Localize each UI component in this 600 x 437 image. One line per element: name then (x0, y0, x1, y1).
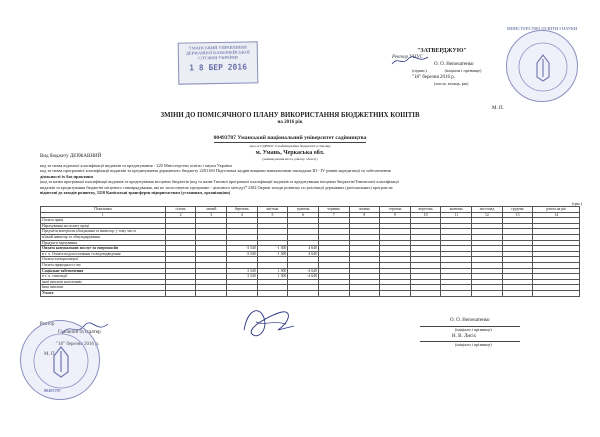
cell-empty (318, 290, 349, 296)
approval-mp: М. П. (492, 105, 504, 111)
cell-empty (349, 290, 380, 296)
cell-april: 1 300 (257, 274, 288, 280)
document-title: ЗМІНИ ДО ПОМІСЯЧНОГО ПЛАНУ ВИКОРИСТАННЯ БЮДЖЕТНИХ КОШТІВ (160, 112, 420, 119)
table-header-cell: грудень (502, 207, 533, 213)
table-header-cell: липень (349, 207, 380, 213)
table-header-cell: червень (318, 207, 349, 213)
cell-march: 3 340 (226, 274, 257, 280)
footer-mp: М. П. (44, 352, 56, 357)
treasury-stamp-line1: УМАНСЬКИЙ УПРАВЛІННЯ (188, 44, 247, 51)
cell-empty (196, 290, 227, 296)
table-column-number: 8 (349, 212, 380, 218)
approval-heading: "ЗАТВЕРДЖУЮ" (417, 48, 467, 54)
row-label: Оплата комунальних послуг та енергоносіїв (41, 246, 166, 252)
table-column-number: 12 (472, 212, 503, 218)
approval-initials-note: (ініціали і прізвище) (444, 67, 482, 73)
rector-signature (238, 300, 298, 344)
table-row (41, 290, 580, 296)
row-label: Соціальне забезпечення (41, 268, 166, 274)
row-label: в т. ч. Оплата водопостачання та водовідведення (41, 251, 166, 257)
cell-may: -4 640 (288, 274, 319, 280)
table-header-cell: березень (226, 207, 257, 213)
table-column-number: 3 (196, 212, 227, 218)
table-column-number: 2 (165, 212, 196, 218)
cell-march (226, 290, 257, 296)
footer-rector-name: О. О. Непочатенко (450, 318, 490, 323)
row-label: Оплата електроенергії (41, 257, 166, 263)
institution-name: 00493787 Уманський національний університет садівництва (213, 135, 367, 141)
approval-signature (390, 54, 430, 68)
cell-may: 4 640 (288, 251, 319, 257)
city-name: м. Умань, Черкаська обл. (255, 150, 325, 156)
row-label: Оплата природного газу (41, 262, 166, 268)
table-header-cell: жовтень (441, 207, 472, 213)
approval-signature-note: (підпис) (412, 67, 427, 73)
approval-name: О. О. Непочатенко (434, 61, 474, 67)
approval-round-stamp (506, 30, 578, 102)
cell-empty (410, 290, 441, 296)
row-label: інші виплати населенню (41, 279, 166, 285)
budget-line1: код та назва відомчої класифікації видатків та кредитування - 220 Міністерство освіти і науки України (40, 163, 232, 168)
cell-march: 3 340 (226, 268, 257, 274)
cell-empty (533, 290, 580, 296)
table-header-cell: квітень (257, 207, 288, 213)
budget-line2: код та назва програмної класифікації видатків та кредитування державного бюджету 2201160 Підготовка кадрів вищими навчальними закладами III - IV рівнів акредитації та забезпечення (40, 168, 391, 174)
table-header-cell: лютий (196, 207, 227, 213)
budget-info (40, 154, 580, 195)
city-note: (найменування міста, району, області) (262, 156, 318, 161)
treasury-stamp-line2: ДЕРЖАВНОЇ КАЗНАЧЕЙСЬКОЇ (185, 49, 250, 56)
footer-accountant-note: (ініціали і прізвище) (455, 342, 492, 347)
approval-round-stamp-text: МІНІСТЕРСТВО ОСВІТИ І НАУКИ (506, 26, 578, 31)
footer-accountant-label: Головний бухгалтер (58, 330, 101, 335)
table-header-cell: вересень (410, 207, 441, 213)
table-column-number: 7 (318, 212, 349, 218)
table-column-number: 9 (380, 212, 411, 218)
cell-march: -3 340 (226, 251, 257, 257)
cell-april: 1 300 (257, 268, 288, 274)
row-label: Предмети,матеріали,обладнання та інвентар, у тому числі (41, 229, 166, 235)
table-column-number: 4 (226, 212, 257, 218)
budget-line5: віднесені до заходів розвитку, 3210 Капітальні трансферти підприємствам (установам, організаціям) (40, 190, 231, 196)
cell-april: -1 300 (257, 246, 288, 252)
row-label: м'який інвентар та обмундирування (41, 234, 166, 240)
table-column-number: 11 (441, 212, 472, 218)
table-column-number: 13 (502, 212, 533, 218)
approval-round-stamp-graphic (507, 31, 579, 103)
table-column-number: 5 (257, 212, 288, 218)
row-label: Інші виплати (41, 285, 166, 291)
approval-date-note: (число, місяць, рік) (434, 80, 469, 86)
treasury-stamp-date: 1 8 БЕР 2016 (189, 62, 248, 73)
plan-table-wrapper (40, 206, 580, 297)
table-header-cell: січень (165, 207, 196, 213)
budget-line3: (код та назва програмної класифікації видатків та кредитування місцевих бюджетів (код та назва Типової програмної класифікації видатків та кредитування місцевих бюджетів/Тимчасової класифікації (40, 179, 399, 185)
footer-date: "18" березня 2016 р. (56, 342, 100, 347)
table-column-number: 1 (41, 212, 166, 218)
cell-april: -1 300 (257, 251, 288, 257)
table-column-number: 6 (288, 212, 319, 218)
row-label: Усього (41, 290, 166, 296)
treasury-stamp-line3: СЛУЖБИ УКРАЇНИ (198, 54, 238, 61)
table-body (41, 218, 580, 296)
treasury-stamp (178, 41, 259, 84)
cell-april (257, 290, 288, 296)
row-label: Оплата праці (41, 218, 166, 224)
cell-empty (380, 290, 411, 296)
budget-line2b: діяльності їх баз практики (40, 173, 93, 179)
footer-round-stamp-code: 00493787 (44, 388, 61, 393)
row-label: Нарахування на оплату праці (41, 223, 166, 229)
table-header-cell: листопад (472, 207, 503, 213)
unit-label: (грн.) (572, 201, 582, 206)
footer-rector-label: Ректор (40, 322, 55, 327)
table-header-cell: разом на рік (533, 207, 580, 213)
cell-may (288, 290, 319, 296)
table-column-number: 10 (410, 212, 441, 218)
budget-line4: видатків та кредитування бюджетів місцевого самоврядування, які не застосовують програмно - цільового методу)* 2282 Окремі заходи розвитку по реалізації державних (регіональних) програм не (40, 184, 393, 190)
cell-may: 4 640 (288, 246, 319, 252)
table-header-cell: Показники (41, 207, 166, 213)
table-header-cell: серпень (380, 207, 411, 213)
footer-accountant-name: Н. В. Лисіх (452, 334, 477, 339)
institution-note: (код за ЄДРПОУ та найменування бюджетної установи) (249, 144, 331, 148)
row-label: в т. ч. стипендії (41, 274, 166, 280)
cell-empty (502, 290, 533, 296)
cell-empty (165, 290, 196, 296)
cell-empty (472, 290, 503, 296)
cell-empty (441, 290, 472, 296)
table-header-cell: травень (288, 207, 319, 213)
footer-round-stamp-graphic (21, 321, 101, 401)
footer-rector-note: (ініціали і прізвище) (455, 327, 492, 332)
table-column-number: 14 (533, 212, 580, 218)
plan-table (40, 206, 580, 297)
cell-may: -4 640 (288, 268, 319, 274)
document-year: на 2016 рік (277, 120, 303, 125)
approval-date: "18" березня 2016 р. (412, 74, 456, 80)
approval-position: Ректор УНУС (392, 54, 423, 60)
budget-type: Вид бюджету ДЕРЖАВНИЙ (40, 154, 102, 159)
row-label: Продукти харчування (41, 240, 166, 246)
cell-march: -3 340 (226, 246, 257, 252)
